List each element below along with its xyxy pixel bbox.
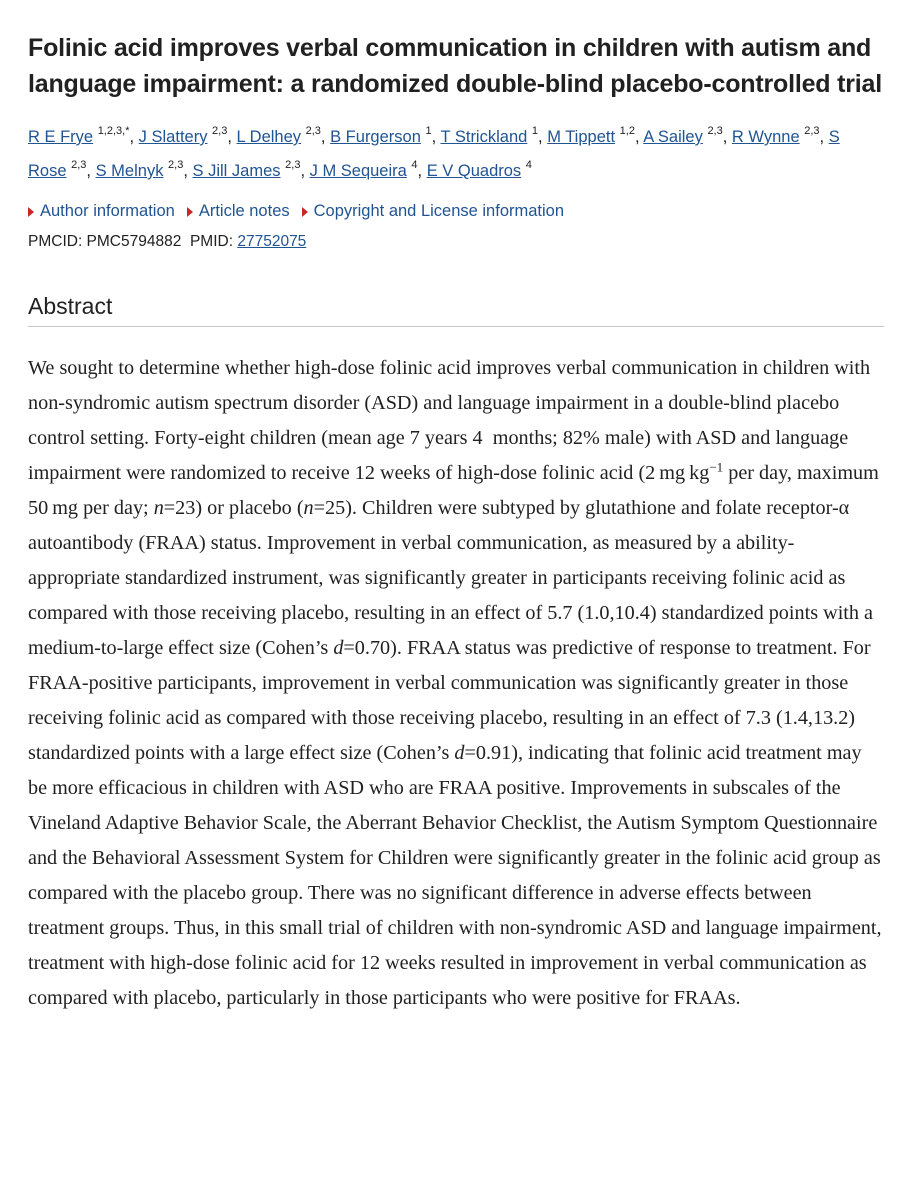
author-affiliation: 1,2,3,*: [97, 124, 130, 137]
author-link[interactable]: L Delhey: [236, 128, 302, 146]
author-link[interactable]: R Wynne: [731, 128, 800, 146]
author-affiliation: 1: [425, 124, 432, 137]
author-entry: S Jill James $^{2,3}$,: [192, 158, 310, 180]
author-list: [28, 120, 884, 188]
abstract-italic: n: [153, 497, 164, 519]
author-link[interactable]: S Rose: [28, 128, 840, 180]
pmid-link[interactable]: 27752075: [237, 233, 307, 250]
author-affiliation: 2,3: [305, 124, 321, 137]
author-link[interactable]: E V Quadros: [426, 162, 522, 180]
author-affiliation: 1: [531, 124, 539, 137]
copyright-license-toggle[interactable]: [302, 202, 564, 221]
pmcid-label: PMCID: PMC5794882: [28, 233, 182, 250]
abstract-text: [28, 351, 884, 1016]
caret-right-icon: [28, 207, 34, 217]
abstract-text-segment: =25). Children were subtyped by glutathione and folate receptor-α autoantibody (FRAA) status. Improvement in verbal communication, as measured by a ability-appropriate standardized instrument, was significantly greater in participants receiving folinic acid as compared with those receiving placebo, resulting in an effect of 5.7 (1.0,10.4) standardized points with a medium-to-large effect size (Cohen’s: [28, 497, 874, 659]
author-link[interactable]: A Sailey: [643, 128, 703, 146]
author-affiliation: 4: [525, 158, 532, 171]
author-entry: T Strickland $^1$,: [440, 124, 548, 146]
abstract-italic: d: [333, 637, 344, 659]
article-notes-toggle[interactable]: [187, 202, 290, 221]
author-affiliation: 2,3: [285, 158, 301, 171]
abstract-italic: n: [303, 497, 314, 519]
author-affiliation: 2,3: [212, 124, 228, 137]
author-link[interactable]: S Jill James: [192, 162, 281, 180]
author-link[interactable]: M Tippett: [547, 128, 616, 146]
article-info-accordions: [28, 202, 884, 221]
accordion-label: Copyright and License information: [313, 202, 565, 220]
author-information-toggle[interactable]: [28, 202, 175, 221]
author-affiliation: 1,2: [619, 124, 635, 137]
caret-right-icon: [187, 207, 193, 217]
author-link[interactable]: S Melnyk: [95, 162, 164, 180]
author-link[interactable]: J M Sequeira: [309, 162, 407, 180]
author-entry: [426, 158, 532, 180]
abstract-superscript: −1: [709, 459, 724, 475]
author-entry: S Melnyk $^{2,3}$,: [95, 158, 193, 180]
accordion-label: Article notes: [198, 202, 290, 220]
author-entry: L Delhey $^{2,3}$,: [236, 124, 331, 146]
abstract-text-segment: =23) or placebo (: [163, 497, 304, 519]
author-entry: J M Sequeira $^4$,: [309, 158, 427, 180]
abstract-heading: Abstract: [28, 293, 884, 327]
author-entry: S Rose $^{2,3}$,: [28, 128, 840, 180]
author-affiliation: 2,3: [168, 158, 184, 171]
abstract-text-segment: =0.91), indicating that folinic acid treatment may be more efficacious in children with ASD who are FRAA positive. Improvements in subscales of the Vineland Adaptive Behavior Scale, the Aberrant Behavior Checklist, the Autism Symptom Questionnaire and the Behavioral Assessment System for Children were significantly greater in the folinic acid group as compared with the placebo group. There was no significant difference in adverse effects between treatment groups. Thus, in this small trial of children with non-syndromic ASD and language impairment, treatment with high-dose folinic acid for 12 weeks resulted in improvement in verbal communication as compared with placebo, particularly in those participants who were positive for FRAAs.: [28, 742, 882, 1009]
author-entry: R Wynne $^{2,3}$,: [731, 124, 829, 146]
author-link[interactable]: J Slattery: [138, 128, 208, 146]
caret-right-icon: [302, 207, 308, 217]
author-affiliation: 4: [411, 158, 418, 171]
author-entry: A Sailey $^{2,3}$,: [643, 124, 732, 146]
author-link[interactable]: B Furgerson: [330, 128, 421, 146]
author-affiliation: 2,3: [71, 158, 87, 171]
accordion-label: Author information: [40, 202, 175, 220]
article-page: [28, 30, 884, 1016]
author-affiliation: 2,3: [804, 124, 820, 137]
article-identifiers: [28, 233, 884, 251]
author-entry: B Furgerson $^1$,: [330, 124, 441, 146]
pmid-label: PMID:: [189, 233, 234, 250]
abstract-text-segment: We sought to determine whether high-dose folinic acid improves verbal communication in children with non-syndromic autism spectrum disorder (ASD) and language impairment in a double-blind placebo control setting. Forty-eight children (mean age 7 years 4 months; 82% male) with ASD and language impairment were randomized to receive 12 weeks of high-dose folinic acid (2 mg kg: [28, 357, 871, 484]
author-link[interactable]: R E Frye: [28, 128, 94, 146]
abstract-text-segment: =0.70). FRAA status was predictive of response to treatment. For FRAA-positive participants, improvement in verbal communication was significantly greater in those receiving folinic acid as compared with those receiving placebo, resulting in an effect of 7.3 (1.4,13.2) standardized points with a large effect size (Cohen’s: [28, 637, 871, 764]
author-entry: R E Frye $^{1,2,3,*}$,: [28, 124, 139, 146]
article-title: Folinic acid improves verbal communication in children with autism and language impairment: a randomized double-blind placebo-controlled trial: [28, 34, 882, 98]
abstract-text-segment: per day, maximum 50 mg per day;: [28, 462, 879, 519]
author-entry: J Slattery $^{2,3}$,: [138, 124, 237, 146]
abstract-italic: d: [454, 742, 465, 764]
author-link[interactable]: T Strickland: [440, 128, 528, 146]
author-affiliation: 2,3: [707, 124, 723, 137]
author-entry: M Tippett $^{1,2}$,: [547, 124, 644, 146]
